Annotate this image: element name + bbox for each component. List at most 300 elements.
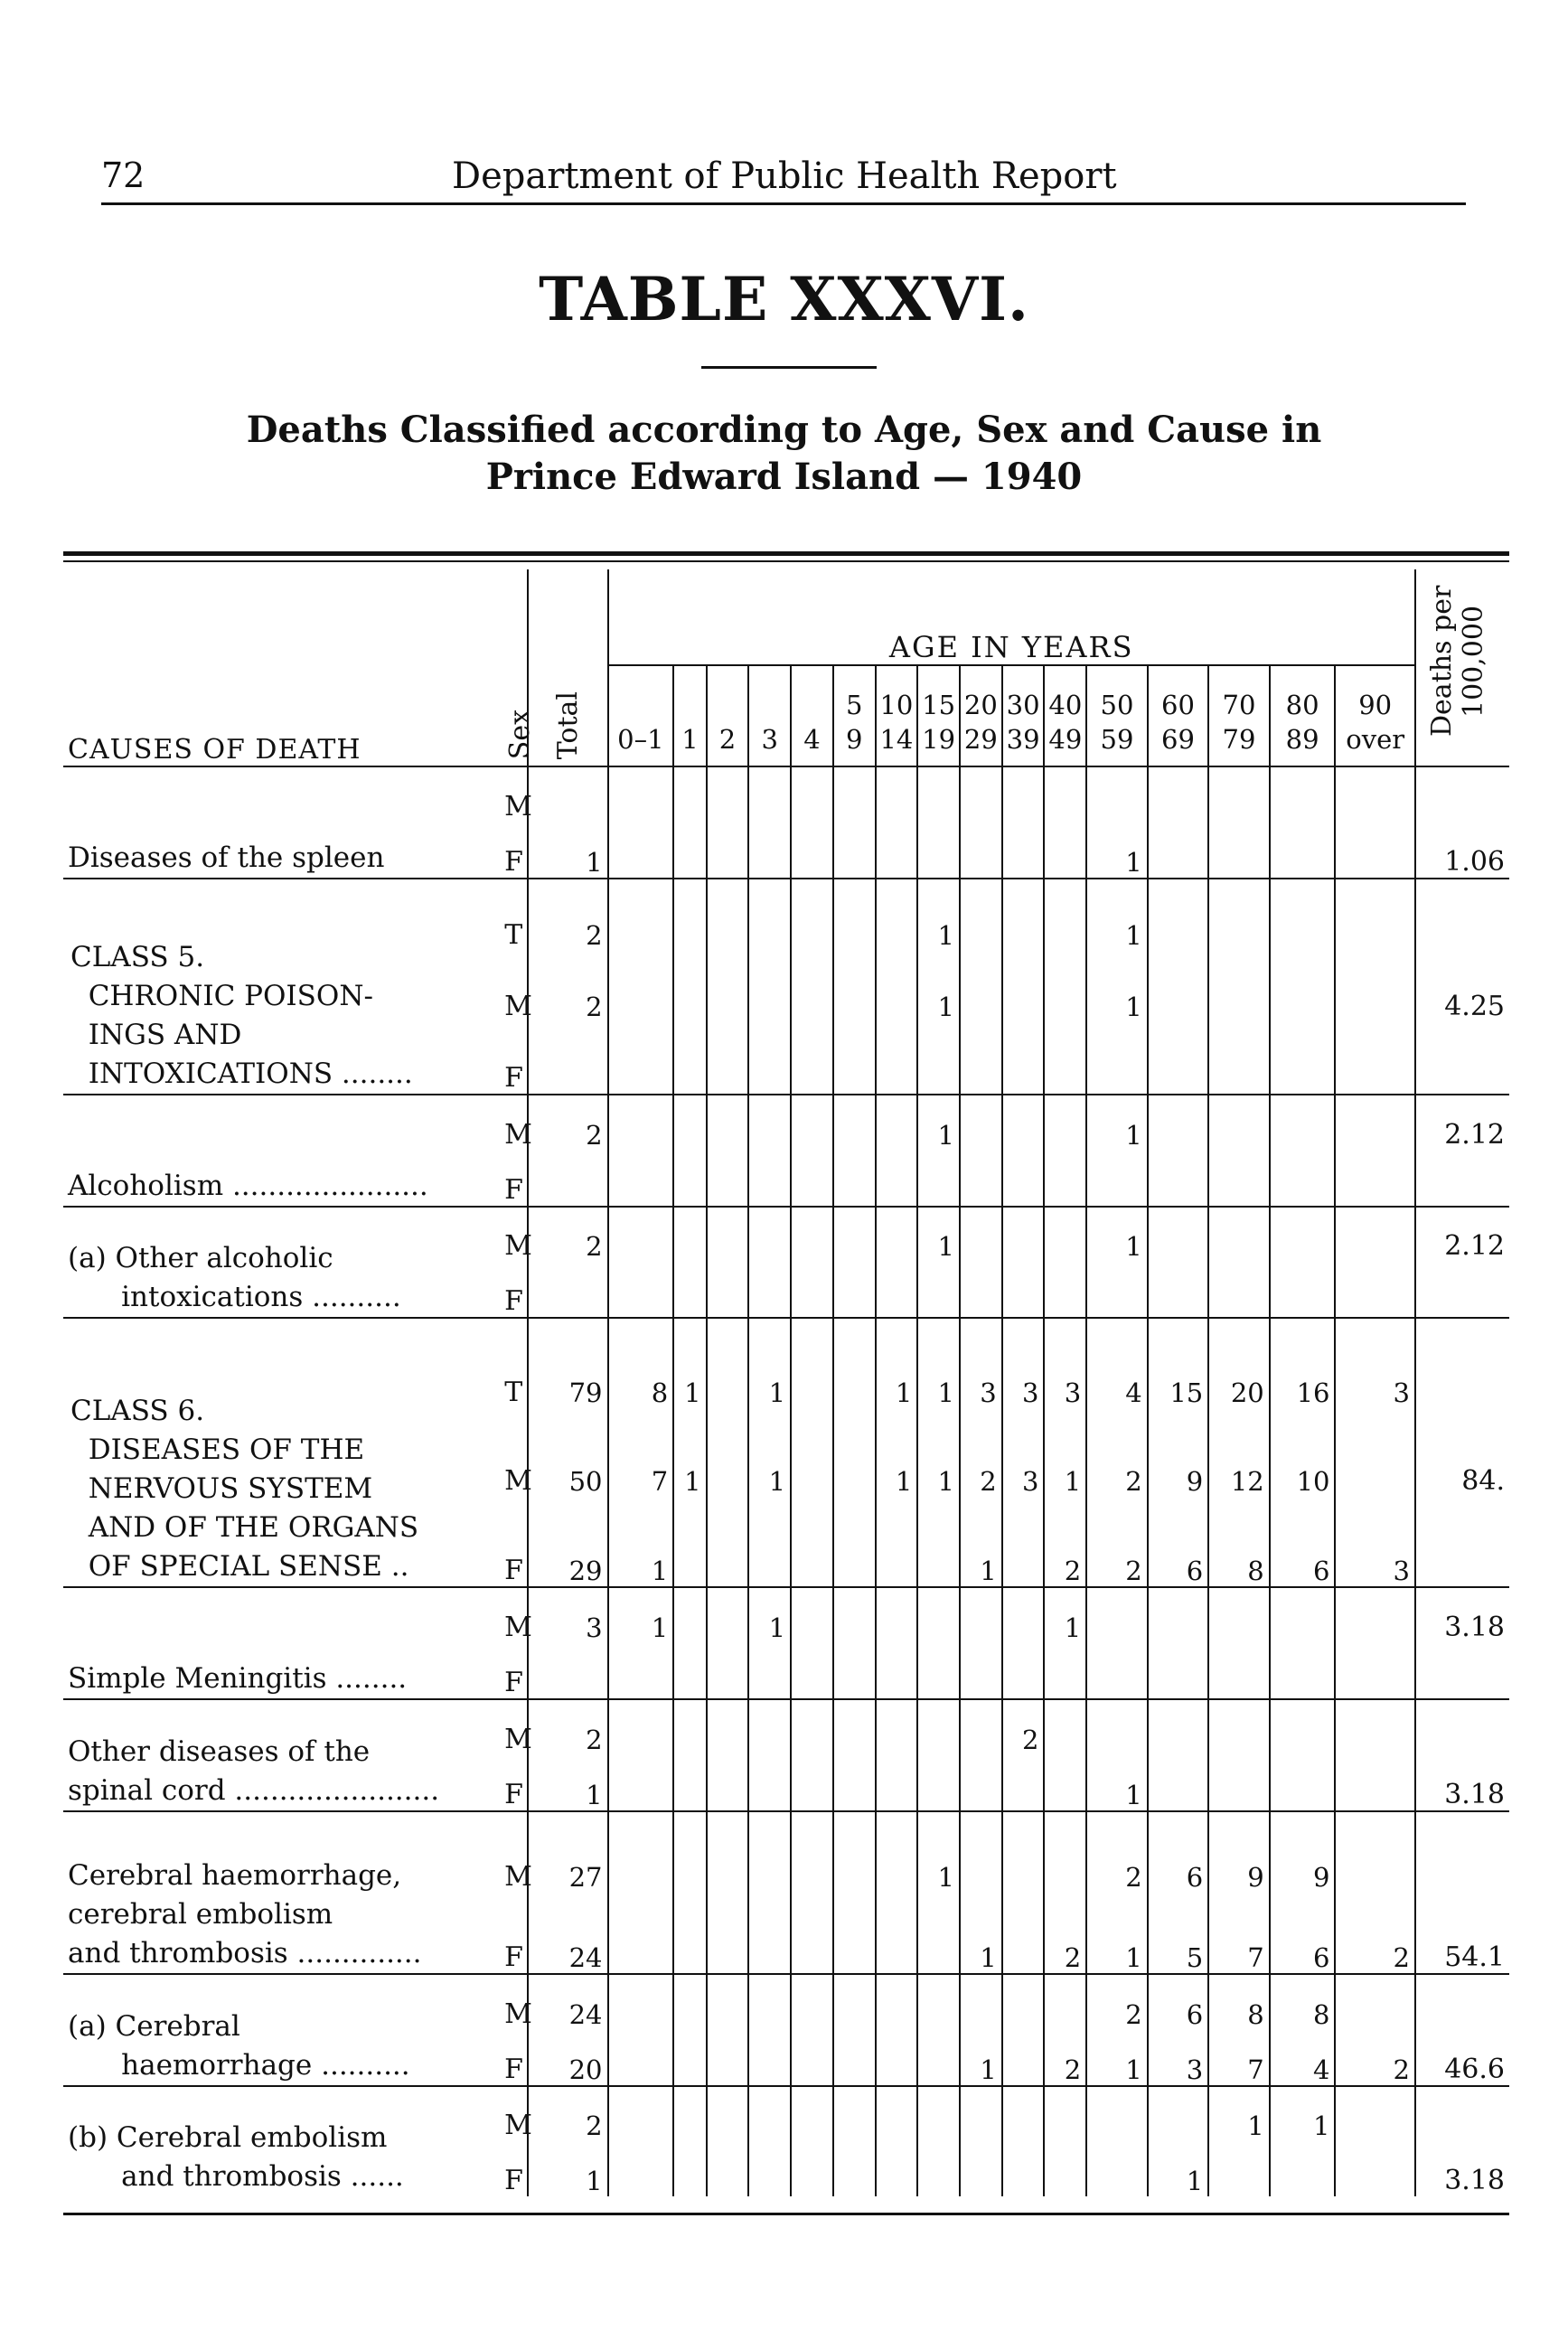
table-row [63,1811,1509,1893]
age-count-cell [748,1497,791,1587]
age-count-cell [960,1643,1002,1699]
age-count-cell: 2 [1044,2030,1086,2086]
age-count-cell [876,879,918,951]
cause-text: Alcoholism ...................... [68,1169,428,1202]
table-bottom-rule [63,2213,1509,2215]
sex-cell: M [500,951,528,1022]
age-count-cell [876,1151,918,1207]
table-row [63,879,1509,951]
age-count-cell [608,1022,674,1095]
age-count-cell [707,2141,749,2196]
age-count-cell [791,1643,833,1699]
age-count-cell [748,822,791,879]
cause-label [63,1095,500,1207]
age-count-cell: 2 [1086,1497,1148,1587]
age-count-cell [960,951,1002,1022]
age-count-cell [791,1151,833,1207]
age-count-cell [1044,2086,1086,2142]
age-count-cell [673,1207,706,1263]
age-count-cell [1086,2141,1148,2196]
age-count-cell [917,1262,960,1318]
age-count-cell [608,951,674,1022]
age-bracket-upper: 1 [681,724,699,755]
age-count-cell [1335,951,1414,1022]
age-bracket-header [1002,665,1045,766]
age-count-cell [707,1587,749,1643]
age-count-cell [1335,879,1414,951]
age-bracket-header [960,665,1002,766]
total-column-header [528,569,607,766]
age-count-cell [748,1207,791,1263]
table-row [63,766,1509,822]
age-count-cell [917,1497,960,1587]
sex-cell: M [500,1974,528,2030]
age-count-cell [1335,1587,1414,1643]
age-count-cell [917,1643,960,1699]
age-count-cell [1148,1643,1209,1699]
age-count-cell [748,879,791,951]
age-count-cell [673,1893,706,1974]
age-bracket-header [1086,665,1148,766]
age-count-cell [707,1151,749,1207]
age-count-cell [791,2141,833,2196]
age-count-cell [673,1643,706,1699]
sex-cell: F [500,1151,528,1207]
age-count-cell [791,2086,833,2142]
age-count-cell [833,766,876,822]
sex-cell: M [500,1095,528,1151]
age-count-cell: 1 [960,1497,1002,1587]
age-count-cell [1148,766,1209,822]
age-count-cell [1335,1643,1414,1699]
total-cell: 2 [528,1095,607,1151]
age-count-cell [1002,2141,1045,2196]
age-count-cell [1086,1262,1148,1318]
age-group-header: AGE IN YEARS [608,569,1415,665]
age-count-cell: 9 [1270,1811,1336,1893]
age-count-cell: 16 [1270,1318,1336,1408]
age-count-cell [917,1022,960,1095]
age-count-cell [1044,1699,1086,1755]
table-row [63,2086,1509,2142]
age-count-cell [1148,1207,1209,1263]
total-cell: 1 [528,822,607,879]
age-count-cell [748,1699,791,1755]
age-count-cell: 4 [1086,1318,1148,1408]
cause-text: (a) Cerebral haemorrhage .......... [68,2009,410,2082]
age-count-cell: 2 [1335,2030,1414,2086]
age-count-cell [608,1974,674,2030]
cause-text: CLASS 5. CHRONIC POISON- INGS AND INTOXICATIONS ........ [70,940,413,1090]
age-bracket-header [748,665,791,766]
page-number: 72 [101,155,146,195]
age-count-cell [1270,951,1336,1022]
age-count-cell: 2 [1002,1699,1045,1755]
rate-cell [1415,1022,1509,1095]
age-count-cell [707,951,749,1022]
age-count-cell [1208,1587,1270,1643]
age-count-cell [707,822,749,879]
age-count-cell: 1 [1148,2141,1209,2196]
age-count-cell: 7 [608,1408,674,1497]
rate-cell [1415,1151,1509,1207]
age-count-cell [1270,879,1336,951]
age-count-cell [876,1974,918,2030]
age-count-cell [791,1811,833,1893]
table-row [63,1207,1509,1263]
age-bracket-upper: 4 [803,724,821,755]
age-count-cell [1148,951,1209,1022]
age-count-cell [608,1207,674,1263]
age-count-cell [833,1643,876,1699]
age-bracket-lower: 15 [922,690,956,720]
total-cell [528,1643,607,1699]
sex-cell: M [500,1587,528,1643]
rate-column-header [1415,569,1509,766]
age-count-cell [917,1893,960,1974]
age-count-cell [1270,1643,1336,1699]
age-count-cell [1208,951,1270,1022]
age-count-cell: 6 [1270,1497,1336,1587]
age-count-cell [833,1095,876,1151]
age-count-cell [608,1262,674,1318]
age-bracket-upper: 3 [761,724,778,755]
age-count-cell [608,1095,674,1151]
age-count-cell [876,822,918,879]
age-bracket-lower: 30 [1006,690,1040,720]
age-count-cell [673,1587,706,1643]
age-count-cell [1044,822,1086,879]
total-header-label: Total [551,691,584,759]
age-bracket-header [876,665,918,766]
age-count-cell: 4 [1270,2030,1336,2086]
age-count-cell [1208,1262,1270,1318]
table-body [63,766,1509,2196]
age-bracket-header [1335,665,1414,766]
total-cell [528,1022,607,1095]
sex-cell: F [500,1893,528,1974]
age-bracket-lower: 10 [879,690,914,720]
age-count-cell [1044,879,1086,951]
age-count-cell [1044,1811,1086,1893]
sex-cell: F [500,2141,528,2196]
age-count-cell [707,2086,749,2142]
age-count-cell [1002,1022,1045,1095]
age-count-cell [673,1974,706,2030]
total-cell: 79 [528,1318,607,1408]
age-count-cell [707,2030,749,2086]
age-count-cell [1335,1151,1414,1207]
age-bracket-header [1148,665,1209,766]
age-count-cell [876,1893,918,1974]
age-count-cell [833,1755,876,1811]
age-count-cell: 3 [1148,2030,1209,2086]
age-count-cell [608,1811,674,1893]
age-count-cell [707,1699,749,1755]
running-title: Department of Public Health Report [452,155,1117,197]
age-count-cell: 1 [960,1893,1002,1974]
age-count-cell [673,2086,706,2142]
age-count-cell: 1 [1086,1207,1148,1263]
age-count-cell [833,951,876,1022]
age-count-cell [1086,1587,1148,1643]
age-count-cell [673,1095,706,1151]
age-count-cell [673,1497,706,1587]
age-count-cell: 1 [608,1587,674,1643]
age-bracket-header [608,665,674,766]
total-cell: 50 [528,1408,607,1497]
age-count-cell [707,1207,749,1263]
age-count-cell [876,1022,918,1095]
age-count-cell [1208,1207,1270,1263]
age-count-cell [608,879,674,951]
age-count-cell: 2 [1044,1893,1086,1974]
rate-cell: 84. [1461,1465,1505,1498]
age-count-cell [608,2030,674,2086]
cause-label [63,1811,500,1974]
age-count-cell [876,2141,918,2196]
age-count-cell [1002,1151,1045,1207]
age-count-cell: 1 [917,1811,960,1893]
rate-cell: 46.6 [1444,2053,1505,2085]
cause-label [63,1318,500,1587]
age-count-cell [608,2086,674,2142]
age-count-cell [833,1893,876,1974]
age-count-cell [748,2030,791,2086]
age-count-cell: 1 [1086,951,1148,1022]
cause-text: Cerebral haemorrhage, cerebral embolism and thrombosis .............. [68,1858,422,1969]
age-count-cell [833,1699,876,1755]
age-count-cell [1335,2141,1414,2196]
age-bracket-header [1270,665,1336,766]
age-count-cell [1044,1755,1086,1811]
age-count-cell: 8 [1270,1974,1336,2030]
age-count-cell: 1 [1044,1587,1086,1643]
age-count-cell: 7 [1208,1893,1270,1974]
age-bracket-header [673,665,706,766]
age-count-cell [791,1207,833,1263]
total-cell: 2 [528,1699,607,1755]
age-count-cell [791,1893,833,1974]
rate-cell [1415,2086,1509,2142]
age-count-cell [1002,2086,1045,2142]
subtitle-line-1: Deaths Classified according to Age, Sex and Cause in [246,409,1322,451]
age-count-cell [1148,1151,1209,1207]
age-count-cell [960,822,1002,879]
age-bracket-lower: 80 [1285,690,1319,720]
age-count-cell [707,1095,749,1151]
age-count-cell [1002,2030,1045,2086]
age-count-cell [1335,1095,1414,1151]
total-cell [528,1262,607,1318]
age-count-cell: 6 [1270,1893,1336,1974]
age-bracket-upper: 39 [1006,724,1040,755]
age-count-cell: 1 [748,1587,791,1643]
age-count-cell [1002,879,1045,951]
total-cell: 2 [528,951,607,1022]
age-count-cell [748,2086,791,2142]
header-rule [101,202,1466,205]
age-count-cell [1335,1207,1414,1263]
age-count-cell [833,2141,876,2196]
age-count-cell [673,1151,706,1207]
age-count-cell [833,1022,876,1095]
total-cell: 20 [528,2030,607,2086]
age-bracket-upper: over [1346,724,1405,755]
age-count-cell [1270,1207,1336,1263]
age-bracket-header [833,665,876,766]
age-count-cell [1002,1974,1045,2030]
table-top-rule-thin [63,560,1509,562]
age-bracket-upper: 89 [1285,724,1319,755]
age-count-cell: 1 [917,1408,960,1497]
table-row [63,1974,1509,2030]
age-count-cell: 3 [1002,1408,1045,1497]
age-count-cell [960,1974,1002,2030]
age-count-cell: 3 [1335,1497,1414,1587]
rate-cell [1415,1643,1509,1699]
sex-cell: M [500,1811,528,1893]
age-count-cell [1208,2141,1270,2196]
age-count-cell [791,1262,833,1318]
age-count-cell [876,1587,918,1643]
age-count-cell [707,1893,749,1974]
age-count-cell [673,2030,706,2086]
age-count-cell [1002,1643,1045,1699]
age-count-cell [876,2030,918,2086]
total-cell: 3 [528,1587,607,1643]
rate-cell: 3.18 [1444,2165,1505,2196]
age-count-cell [1208,1699,1270,1755]
age-count-cell: 7 [1208,2030,1270,2086]
age-count-cell [673,2141,706,2196]
age-count-cell: 20 [1208,1318,1270,1408]
age-count-cell [608,822,674,879]
age-count-cell: 1 [1270,2086,1336,2142]
age-bracket-upper: 0–1 [617,724,664,755]
age-count-cell [960,1262,1002,1318]
age-count-cell [707,766,749,822]
age-count-cell [833,822,876,879]
rate-header-label: Deaths per 100,000 [1426,585,1490,738]
age-bracket-header [1208,665,1270,766]
rate-cell [1415,766,1509,822]
cause-label [63,2086,500,2196]
age-count-cell: 8 [1208,1497,1270,1587]
age-count-cell: 1 [1086,1755,1148,1811]
age-count-cell: 9 [1208,1811,1270,1893]
age-count-cell [960,1587,1002,1643]
age-count-cell [673,766,706,822]
age-count-cell [673,822,706,879]
table-row [63,1318,1509,1408]
age-count-cell [1148,1699,1209,1755]
age-count-cell [707,1974,749,2030]
age-bracket-upper: 9 [845,724,863,755]
age-count-cell: 8 [1208,1974,1270,2030]
age-count-cell: 6 [1148,1811,1209,1893]
sex-cell: F [500,1643,528,1699]
age-count-cell [1270,1262,1336,1318]
age-count-cell [1270,2141,1336,2196]
age-count-cell [960,1022,1002,1095]
rate-cell: 3.18 [1415,1587,1509,1643]
age-count-cell: 1 [1086,1893,1148,1974]
age-count-cell [1270,1095,1336,1151]
age-count-cell [1148,1022,1209,1095]
total-cell [528,1151,607,1207]
age-count-cell [1044,1022,1086,1095]
age-count-cell [1044,1974,1086,2030]
age-count-cell [1044,1643,1086,1699]
cause-text: Diseases of the spleen [68,841,385,874]
age-bracket-upper: 14 [879,724,914,755]
age-count-cell [791,2030,833,2086]
age-count-cell [1148,2086,1209,2142]
age-count-cell [791,822,833,879]
age-count-cell [917,1974,960,2030]
age-bracket-upper: 69 [1161,724,1195,755]
rate-cell: 54.1 [1444,1941,1505,1973]
sex-cell: T [500,879,528,951]
age-count-cell: 1 [1086,822,1148,879]
age-count-cell: 3 [1335,1318,1414,1408]
age-count-cell [707,1262,749,1318]
age-count-cell [748,951,791,1022]
age-count-cell [673,1022,706,1095]
age-count-cell: 10 [1270,1408,1336,1497]
age-count-cell [748,1974,791,2030]
age-count-cell: 1 [1044,1408,1086,1497]
age-count-cell: 6 [1148,1974,1209,2030]
age-count-cell: 2 [960,1408,1002,1497]
age-count-cell [1270,822,1336,879]
age-count-cell [833,1207,876,1263]
total-cell: 27 [528,1811,607,1893]
age-count-cell [707,1811,749,1893]
age-count-cell [917,2030,960,2086]
age-count-cell [748,1811,791,1893]
age-bracket-upper: 29 [963,724,998,755]
age-count-cell [1086,1643,1148,1699]
age-count-cell [1208,1643,1270,1699]
age-count-cell [608,1699,674,1755]
age-count-cell: 1 [917,951,960,1022]
age-count-cell [917,1151,960,1207]
sex-header-label: Sex [504,709,537,759]
sex-cell: T [500,1318,528,1408]
age-count-cell [1208,766,1270,822]
age-count-cell [1270,1151,1336,1207]
age-count-cell [608,1643,674,1699]
age-count-cell [707,1497,749,1587]
age-count-cell [960,2141,1002,2196]
age-count-cell [1335,1699,1414,1755]
age-bracket-upper: 79 [1222,724,1256,755]
rate-cell [1415,1974,1509,2030]
age-count-cell [1270,1587,1336,1643]
age-count-cell [1002,822,1045,879]
age-count-cell [1086,1699,1148,1755]
age-count-cell [1335,1755,1414,1811]
cause-text: CLASS 6. DISEASES OF THE NERVOUS SYSTEM AND OF THE ORGANS OF SPECIAL SENSE .. [70,1395,419,1584]
age-count-cell [1002,1893,1045,1974]
age-count-cell [791,1095,833,1151]
age-count-cell [876,1262,918,1318]
sex-cell: F [500,1262,528,1318]
age-count-cell [1002,951,1045,1022]
age-count-cell [791,1974,833,2030]
